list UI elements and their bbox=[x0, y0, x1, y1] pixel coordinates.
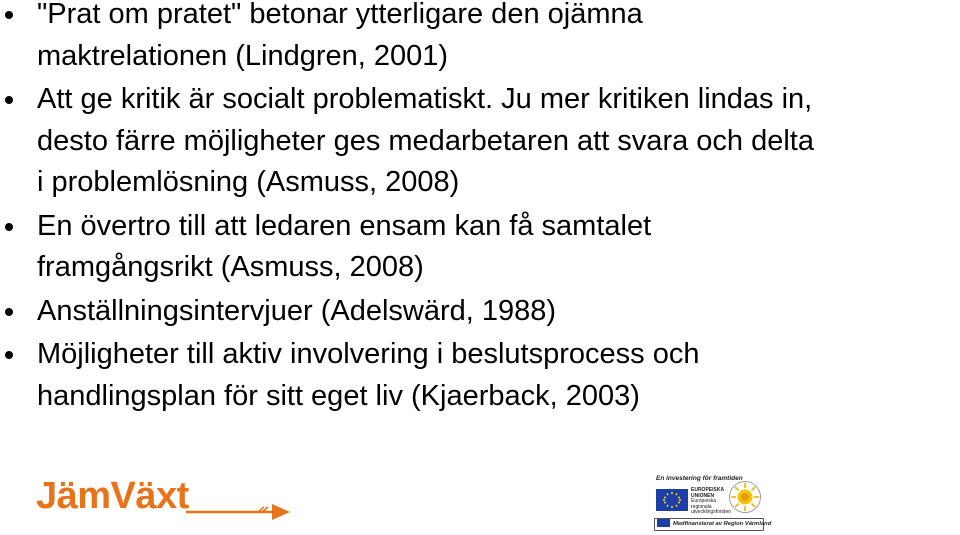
eu-line: EUROPEISKA bbox=[691, 487, 725, 493]
eu-line: utvecklingsfonden bbox=[691, 509, 732, 516]
bullet-line: En övertro till att ledaren ensam kan få samtalet bbox=[37, 209, 652, 242]
bullet-line: maktrelationen (Lindgren, 2001) bbox=[37, 39, 449, 72]
bullet-dot-icon bbox=[5, 11, 13, 19]
bullet-line: Att ge kritik är socialt problematiskt. Ju mer kritiken lindas in, bbox=[37, 83, 813, 115]
eu-heading: En investering för framtiden bbox=[656, 475, 743, 482]
eu-footer bbox=[654, 518, 772, 531]
mini-eu-flag-icon bbox=[657, 519, 670, 527]
bullet-line: i problemlösning (Asmuss, 2008) bbox=[37, 166, 460, 198]
bullet-line: handlingsplan för sitt eget liv (Kjaerback, 2003) bbox=[37, 379, 640, 412]
eu-text-block bbox=[691, 488, 731, 516]
eu-flag-icon bbox=[656, 489, 688, 511]
bullet-item bbox=[0, 0, 960, 77]
bullet-item bbox=[0, 291, 960, 333]
logo-text: JämVäxt bbox=[36, 475, 189, 517]
bullet-dot-icon bbox=[5, 308, 13, 316]
eu-line: UNIONEN bbox=[691, 492, 715, 499]
bullet-line: desto färre möjligheter ges medarbetaren att svara och delta bbox=[37, 124, 814, 157]
region-sun-icon bbox=[728, 480, 762, 514]
bullet-item bbox=[0, 334, 960, 417]
jamvaxt-logo bbox=[36, 474, 326, 524]
eu-funding-badge bbox=[650, 475, 772, 531]
bullet-dot-icon bbox=[5, 351, 13, 359]
eu-footer-text: Medfinansierat av Region Värmland bbox=[673, 521, 772, 527]
bullet-dot-icon bbox=[5, 223, 13, 231]
bullet-line: "Prat om pratet" betonar ytterligare den ojämna bbox=[37, 0, 643, 30]
bullet-item bbox=[0, 79, 960, 204]
bullet-line: Möjligheter till aktiv involvering i beslutsprocess och bbox=[37, 338, 700, 370]
bullet-line: Anställningsintervjuer (Adelswärd, 1988) bbox=[37, 294, 557, 327]
eu-line: Europeiska bbox=[691, 498, 717, 505]
eu-line: regionala bbox=[691, 503, 712, 510]
bullet-item bbox=[0, 206, 960, 289]
bullet-dot-icon bbox=[5, 96, 13, 104]
bullet-line: framgångsrikt (Asmuss, 2008) bbox=[37, 251, 424, 283]
